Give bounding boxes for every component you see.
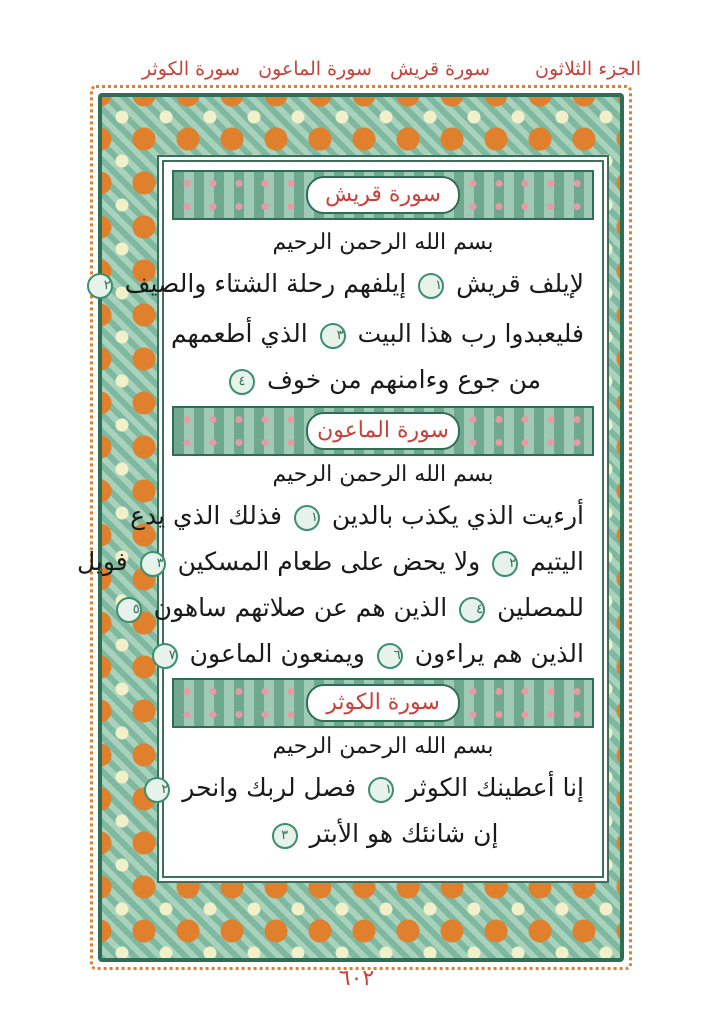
verse-line <box>182 814 584 854</box>
surah-title-band <box>172 170 594 220</box>
verse-line <box>182 360 584 400</box>
surah-title: سورة الكوثر <box>306 684 460 722</box>
verse-text: أرءيت الذي يكذب بالدين <box>331 501 584 530</box>
verse-text: اليتيم <box>530 547 584 576</box>
basmala: بسم الله الرحمن الرحيم <box>272 230 494 255</box>
ayah-marker: ٣ <box>272 823 298 849</box>
surah-title-band <box>172 406 594 456</box>
surah-title: سورة قريش <box>306 176 460 214</box>
verse-text: فويل <box>76 547 128 576</box>
ayah-marker: ٣ <box>140 551 166 577</box>
ayah-marker: ١ <box>368 777 394 803</box>
ayah-marker: ٤ <box>229 369 255 395</box>
verse-text: ويمنعون الماعون <box>189 639 365 668</box>
ayah-marker: ٢ <box>87 273 113 299</box>
basmala: بسم الله الرحمن الرحيم <box>272 734 494 759</box>
verse-text: فذلك الذي يدع <box>130 501 282 530</box>
verse-text: إيلفهم رحلة الشتاء والصيف <box>124 269 407 298</box>
verse-text: الذين هم عن صلاتهم ساهون <box>153 593 448 622</box>
verse-text: إن شانئك هو الأبتر <box>309 819 499 848</box>
surah-title-band <box>172 678 594 728</box>
ayah-marker: ٢ <box>492 551 518 577</box>
verse-text: ولا يحض على طعام المسكين <box>177 547 481 576</box>
verse-line <box>76 542 584 582</box>
surah-title: سورة الماعون <box>306 412 460 450</box>
ayah-marker: ١ <box>418 273 444 299</box>
verse-line <box>168 634 584 674</box>
verse-line <box>132 588 584 628</box>
verse-text: إنا أعطينك الكوثر <box>406 773 584 802</box>
verse-text: فصل لربك وانحر <box>182 773 357 802</box>
ayah-marker: ٦ <box>377 643 403 669</box>
basmala: بسم الله الرحمن الرحيم <box>272 462 494 487</box>
surah-name-header-3: سورة الكوثر <box>142 58 241 80</box>
verse-text: للمصلين <box>497 593 584 622</box>
verse-text: من جوع وءامنهم من خوف <box>266 365 542 394</box>
verse-line <box>103 264 584 304</box>
verse-text: لإيلف قريش <box>456 269 584 298</box>
verse-text: الذي أطعمهم <box>170 319 308 348</box>
ayah-marker: ١ <box>294 505 320 531</box>
verse-line <box>170 314 584 354</box>
ayah-marker: ٣ <box>320 323 346 349</box>
verse-text: فليعبدوا رب هذا البيت <box>357 319 584 348</box>
surah-name-header-2: سورة الماعون <box>258 58 372 80</box>
text-panel <box>76 160 604 878</box>
juz-label: الجزء الثلاثون <box>535 58 641 80</box>
ayah-marker: ٧ <box>152 643 178 669</box>
verse-line <box>161 768 584 808</box>
ayah-marker: ٢ <box>144 777 170 803</box>
verse-text: الذين هم يراءون <box>414 639 584 668</box>
verse-line <box>130 496 584 536</box>
surah-name-header-1: سورة قريش <box>390 58 490 80</box>
ayah-marker: ٤ <box>459 597 485 623</box>
surah-names-header <box>130 52 490 86</box>
page-number: ٦٠٢ <box>338 966 375 991</box>
ayah-marker: ٥ <box>116 597 142 623</box>
